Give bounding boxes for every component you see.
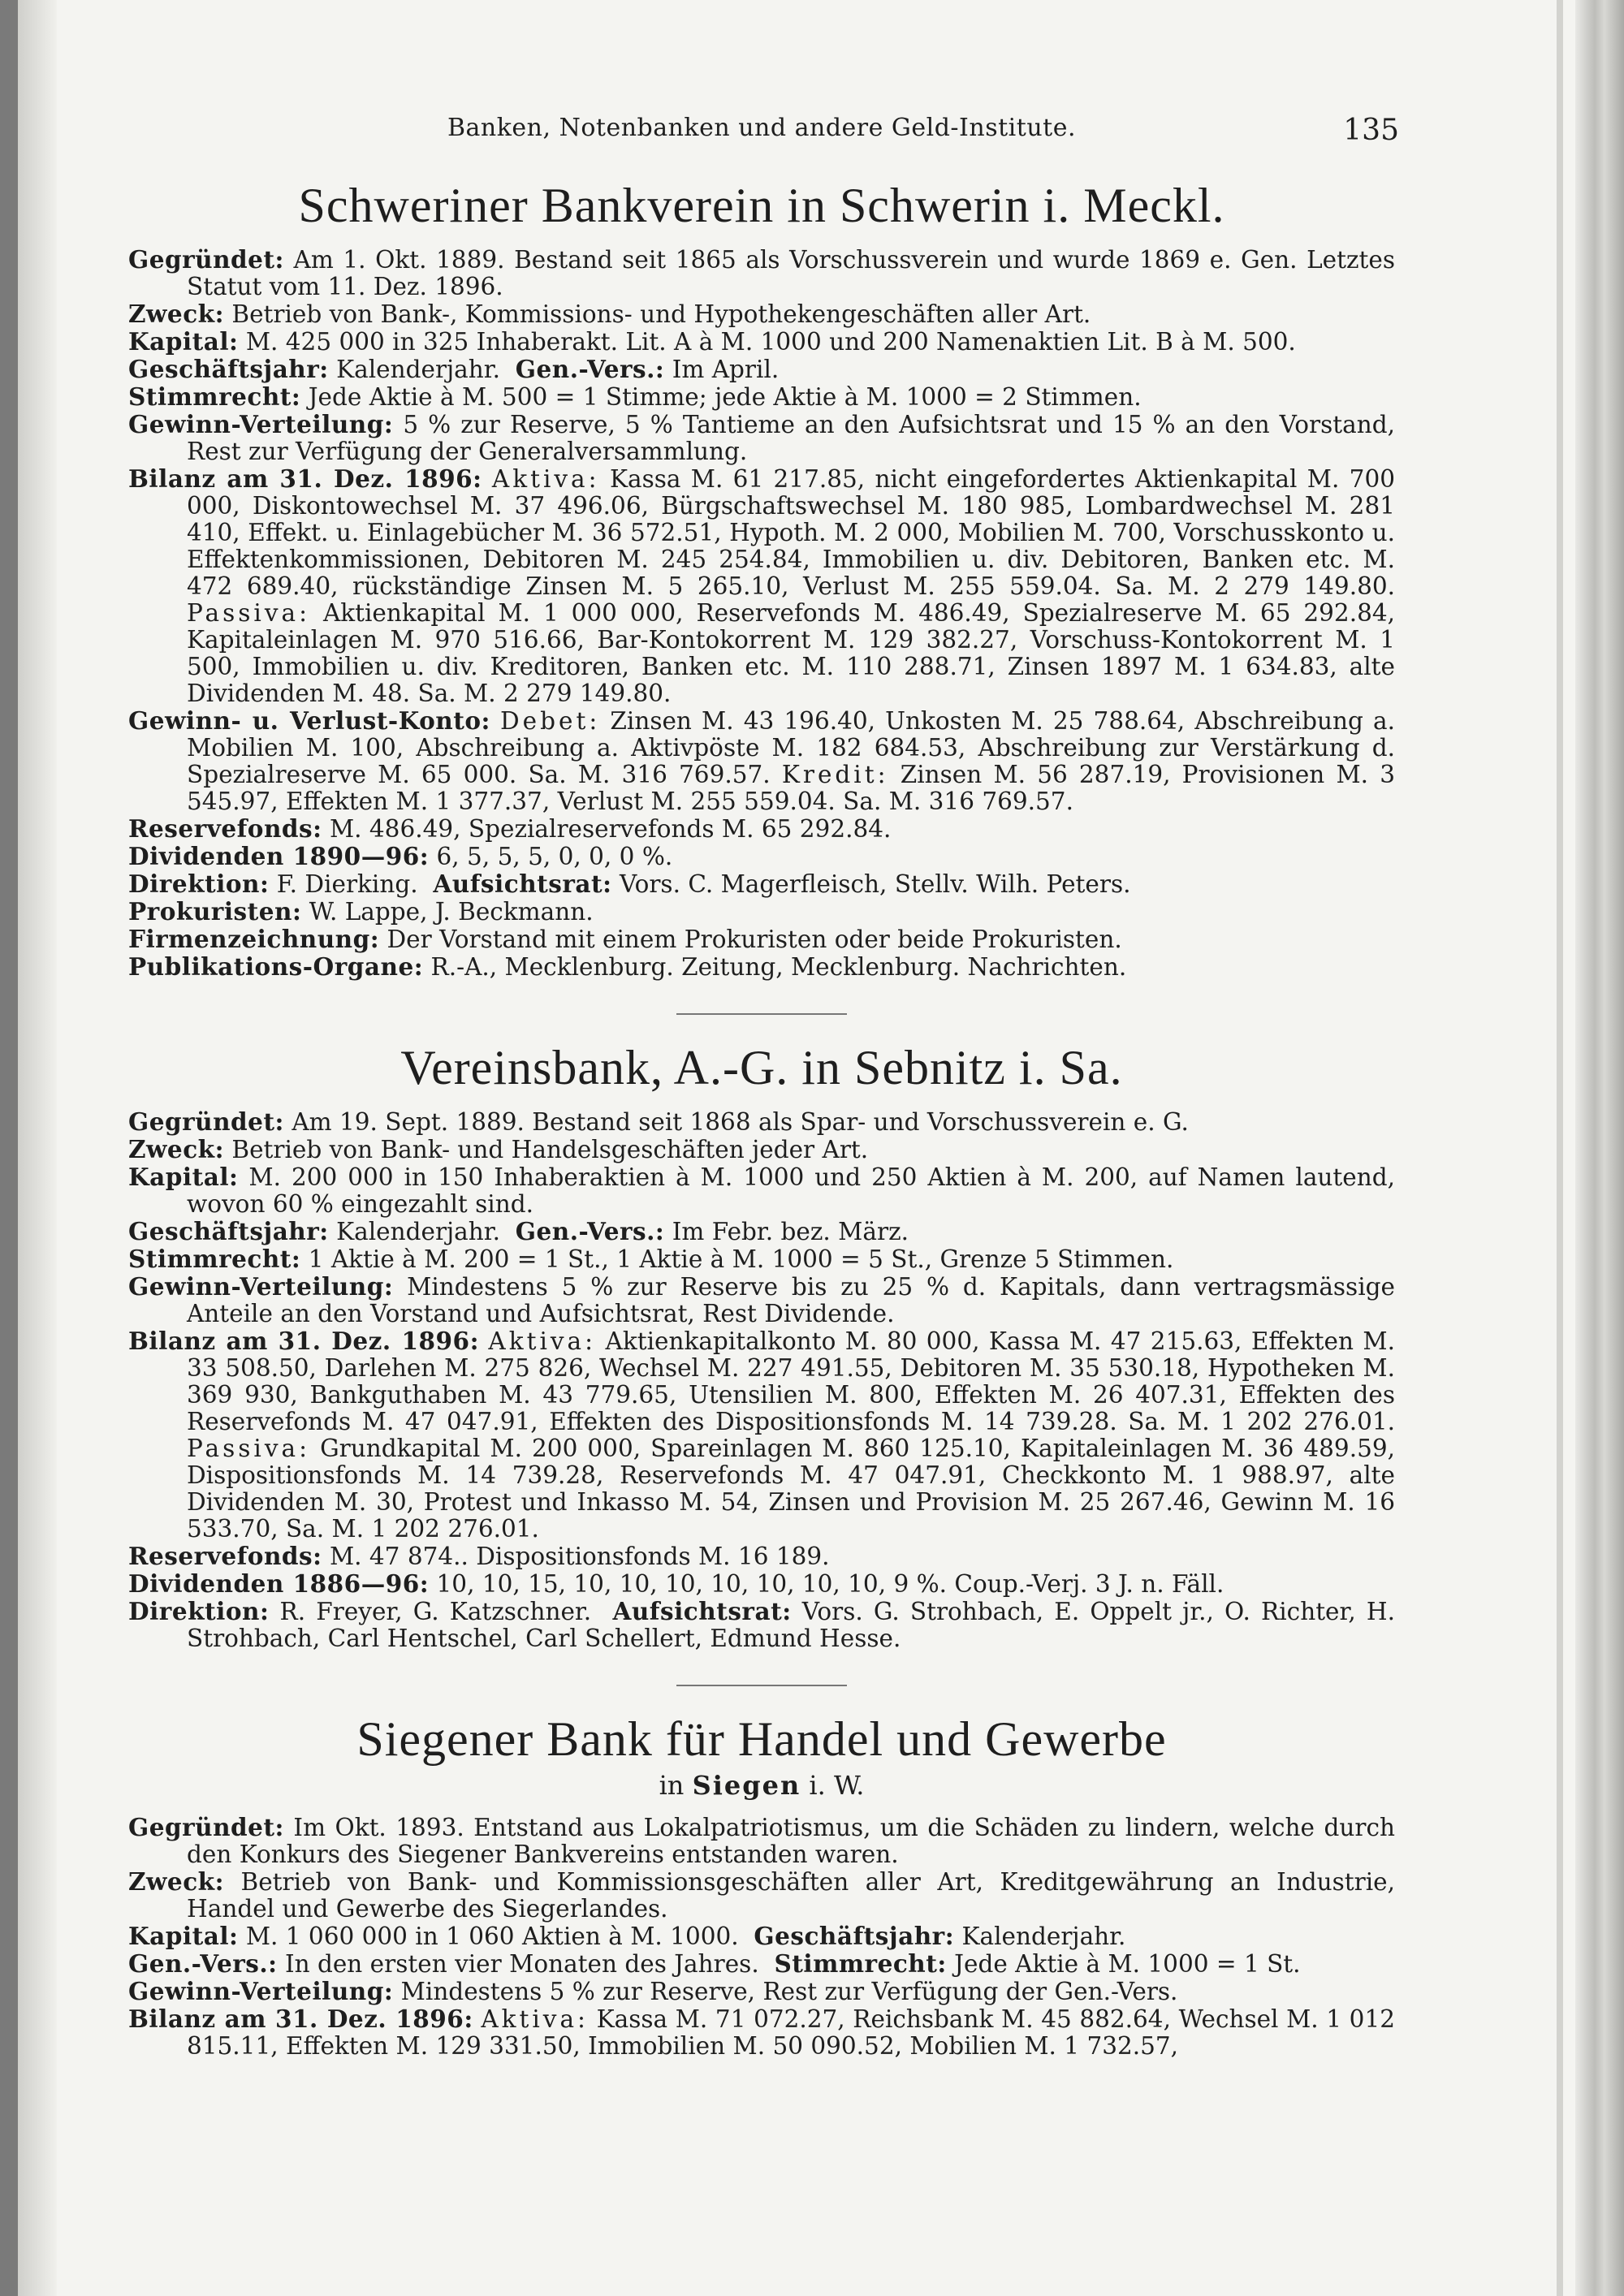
entry-gewinn-verteilung: Gewinn-Verteilung: 5 % zur Reserve, 5 % Tantieme an den Aufsichtsrat und 15 % an den Vorstand, Rest zur Verfügung der Generalversammlung. bbox=[128, 410, 1395, 465]
entry-bilanz: Bilanz am 31. Dez. 1896: Aktiva: Aktienkapitalkonto M. 80 000, Kassa M. 47 215.63, Effekten M. 33 508.50, Darlehen M. 275 826, Wechsel M. 227 491.55, Debitoren M. 35 530.18, Hypotheken M. 369 930, Bankguthaben M. 43 779.65, Utensilien M. 800, Effekten M. 26 407.31, Effekten des Reservefonds M. 47 047.91, Effekten des Dispositionsfonds M. 14 739.28. Sa. M. 1 202 276.01. Passiva: Grundkapital M. 200 000, Spareinlagen M. 860 125.10, Kapitaleinlagen M. 36 489.59, Dispositionsfonds M. 14 739.28, Reservefonds M. 47 047.91, Checkkonto M. 1 988.97, alte Dividenden M. 30, Protest und Inkasso M. 54, Zinsen und Provision M. 25 267.46, Gewinn M. 16 533.70, Sa. M. 1 202 276.01. bbox=[128, 1327, 1395, 1543]
firm-entry-schweriner-bankverein bbox=[128, 180, 1395, 981]
entry-direktion: Direktion: R. Freyer, G. Katzschner. Aufsichtsrat: Vors. G. Strohbach, E. Oppelt jr., O. Richter, H. Strohbach, Carl Hentschel, Carl Schellert, Edmund Hesse. bbox=[128, 1597, 1395, 1652]
firm-title: Siegener Bank für Handel und Gewerbe bbox=[356, 1712, 1167, 1766]
entry-zweck: Zweck: Betrieb von Bank- und Handelsgeschäften jeder Art. bbox=[128, 1135, 869, 1163]
entry-bilanz: Bilanz am 31. Dez. 1896: Aktiva: Kassa M. 71 072.27, Reichsbank M. 45 882.64, Wechsel M. 1 012 815.11, Effekten M. 129 331.50, Immobilien M. 50 090.52, Mobilien M. 1 732.57, bbox=[128, 2005, 1395, 2060]
entry-kapital: Kapital: M. 425 000 in 325 Inhaberakt. Lit. A à M. 1000 und 200 Namenaktien Lit. B à M. 500. bbox=[128, 327, 1296, 356]
entry-gewinn-verteilung: Gewinn-Verteilung: Mindestens 5 % zur Reserve, Rest zur Verfügung der Gen.-Vers. bbox=[128, 1977, 1178, 2005]
firm-entry-vereinsbank-sebnitz bbox=[128, 1042, 1395, 1652]
scan-edge-left bbox=[0, 0, 18, 2296]
entry-gegruendet: Gegründet: Am 1. Okt. 1889. Bestand seit 1865 als Vorschussverein und wurde 1869 e. Gen. Letztes Statut vom 11. Dez. 1896. bbox=[128, 245, 1395, 300]
entry-geschaeftsjahr: Geschäftsjahr: Kalenderjahr. Gen.-Vers.: Im April. bbox=[128, 355, 780, 383]
entry-dividenden: Dividenden 1890—96: 6, 5, 5, 5, 0, 0, 0 %. bbox=[128, 842, 673, 870]
entry-gegruendet: Gegründet: Am 19. Sept. 1889. Bestand seit 1868 als Spar- und Vorschussverein e. G. bbox=[128, 1107, 1189, 1136]
entry-geschaeftsjahr: Geschäftsjahr: Kalenderjahr. Gen.-Vers.: Im Febr. bez. März. bbox=[128, 1217, 909, 1245]
firm-subtitle: in Siegen i. W. bbox=[659, 1770, 865, 1801]
entry-reservefonds: Reservefonds: M. 486.49, Spezialreservefonds M. 65 292.84. bbox=[128, 814, 892, 843]
section-divider bbox=[676, 1013, 847, 1015]
section-divider bbox=[676, 1685, 847, 1686]
firm-title: Vereinsbank, A.-G. in Sebnitz i. Sa. bbox=[400, 1041, 1123, 1094]
entry-reservefonds: Reservefonds: M. 47 874.. Dispositionsfonds M. 16 189. bbox=[128, 1542, 830, 1570]
entry-kapital: Kapital: M. 200 000 in 150 Inhaberaktien à M. 1000 und 250 Aktien à M. 200, auf Namen lautend, wovon 60 % eingezahlt sind. bbox=[128, 1163, 1395, 1218]
entry-bilanz: Bilanz am 31. Dez. 1896: Aktiva: Kassa M. 61 217.85, nicht eingefordertes Aktienkapital M. 700 000, Diskontowechsel M. 37 496.06, Bürgschaftswechsel M. 180 985, Lombardwechsel M. 281 410, Effekt. u. Einlagebücher M. 36 572.51, Hypoth. M. 2 000, Mobilien M. 700, Vorschusskonto u. Effektenkommissionen, Debitoren M. 245 254.84, Immobilien u. div. Debitoren, Banken etc. M. 472 689.40, rückständige Zinsen M. 5 265.10, Verlust M. 255 559.04. Sa. M. 2 279 149.80. Passiva: Aktienkapital M. 1 000 000, Reservefonds M. 486.49, Spezialreserve M. 65 292.84, Kapitaleinlagen M. 970 516.66, Bar-Kontokorrent M. 129 382.27, Vorschuss-Kontokorrent M. 1 500, Immobilien u. div. Kreditoren, Banken etc. M. 110 288.71, Zinsen 1897 M. 1 634.83, alte Dividenden M. 48. Sa. M. 2 279 149.80. bbox=[128, 464, 1395, 707]
document-page bbox=[128, 114, 1399, 2060]
entry-stimmrecht: Stimmrecht: Jede Aktie à M. 500 = 1 Stimme; jede Aktie à M. 1000 = 2 Stimmen. bbox=[128, 382, 1142, 411]
entry-publikations-organe: Publikations-Organe: R.-A., Mecklenburg. Zeitung, Mecklenburg. Nachrichten. bbox=[128, 952, 1127, 981]
page-number: 135 bbox=[1343, 114, 1399, 147]
running-head bbox=[128, 114, 1399, 159]
scan-edge-right bbox=[1575, 0, 1624, 2296]
entry-dividenden: Dividenden 1886—96: 10, 10, 15, 10, 10, 10, 10, 10, 10, 10, 9 %. Coup.-Verj. 3 J. n. Fäll. bbox=[128, 1569, 1224, 1598]
entry-zweck: Zweck: Betrieb von Bank-, Kommissions- und Hypothekengeschäften aller Art. bbox=[128, 300, 1091, 328]
scan-gutter-left bbox=[18, 0, 57, 2296]
entry-gen-vers: Gen.-Vers.: In den ersten vier Monaten des Jahres. Stimmrecht: Jede Aktie à M. 1000 = 1 St. bbox=[128, 1949, 1301, 1978]
entry-direktion: Direktion: F. Dierking. Aufsichtsrat: Vors. C. Magerfleisch, Stellv. Wilh. Peters. bbox=[128, 870, 1131, 898]
scan-edge-line-right bbox=[1557, 0, 1563, 2296]
running-head-title: Banken, Notenbanken und andere Geld-Institute. bbox=[447, 114, 1076, 142]
entry-kapital: Kapital: M. 1 060 000 in 1 060 Aktien à M. 1000. Geschäftsjahr: Kalenderjahr. bbox=[128, 1922, 1126, 1950]
entry-prokuristen: Prokuristen: W. Lappe, J. Beckmann. bbox=[128, 897, 594, 926]
entry-stimmrecht: Stimmrecht: 1 Aktie à M. 200 = 1 St., 1 Aktie à M. 1000 = 5 St., Grenze 5 Stimmen. bbox=[128, 1245, 1174, 1273]
firm-title: Schweriner Bankverein in Schwerin i. Meckl. bbox=[298, 179, 1225, 232]
entry-gegruendet: Gegründet: Im Okt. 1893. Entstand aus Lokalpatriotismus, um die Schäden zu lindern, welche durch den Konkurs des Siegener Bankvereins entstanden waren. bbox=[128, 1813, 1395, 1868]
entry-gewinn-verteilung: Gewinn-Verteilung: Mindestens 5 % zur Reserve bis zu 25 % d. Kapitals, dann vertragsmässige Anteile an den Vorstand und Aufsichtsrat, Rest Dividende. bbox=[128, 1272, 1395, 1327]
entry-firmenzeichnung: Firmenzeichnung: Der Vorstand mit einem Prokuristen oder beide Prokuristen. bbox=[128, 925, 1122, 953]
entry-zweck: Zweck: Betrieb von Bank- und Kommissionsgeschäften aller Art, Kreditgewährung an Industrie, Handel und Gewerbe des Siegerlandes. bbox=[128, 1867, 1396, 1923]
firm-entry-siegener-bank bbox=[128, 1714, 1395, 2060]
entry-gewinn-verlust-konto: Gewinn- u. Verlust-Konto: Debet: Zinsen M. 43 196.40, Unkosten M. 25 788.64, Abschreibung a. Mobilien M. 100, Abschreibung a. Aktivpöste M. 182 684.53, Abschreibung zur Verstärkung d. Spezialreserve M. 65 000. Sa. M. 316 769.57. Kredit: Zinsen M. 56 287.19, Provisionen M. 3 545.97, Effekten M. 1 377.37, Verlust M. 255 559.04. Sa. M. 316 769.57. bbox=[128, 706, 1395, 815]
